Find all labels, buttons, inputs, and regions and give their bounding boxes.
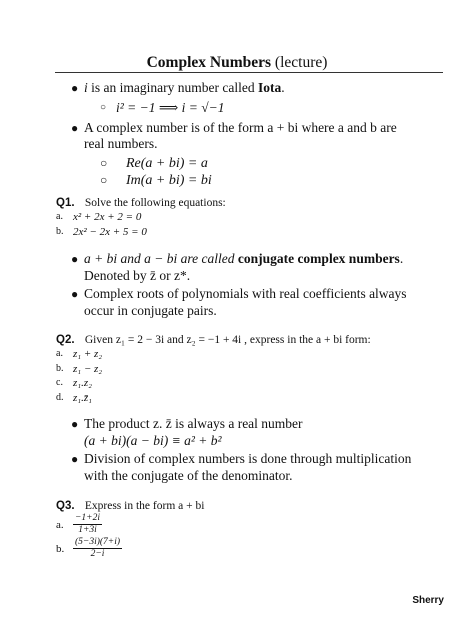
title-rule [55, 72, 443, 73]
question-2-item-a [56, 347, 451, 362]
question-text: Given z₁ = 2 − 3i and z₂ = −1 + 4i , express in the a + bi form: [84, 334, 371, 346]
item-expression: 2x² − 2x + 5 = 0 [73, 225, 147, 238]
bullet-product [56, 416, 451, 449]
bullet-dot: ● [71, 252, 79, 266]
question-text: Solve the following equations: [84, 197, 226, 209]
bullet-complex-form [56, 120, 451, 153]
bullet-text: . [399, 251, 404, 266]
question-2 [56, 333, 451, 405]
conjugate-section [56, 251, 451, 321]
question-3-item-a [56, 513, 451, 537]
subbullet-imag-part [56, 172, 451, 189]
fraction-numerator: −1+2i [75, 513, 100, 523]
bullet-text: Denoted by z̄ or z*. [84, 267, 191, 283]
bullet-conjugate-pairs [56, 286, 451, 319]
item-letter: b. [56, 362, 64, 374]
bullet-division [56, 451, 451, 484]
conjugate-term: conjugate complex numbers [237, 251, 400, 266]
item-letter: b. [56, 543, 65, 555]
product-identity: (a + bi)(a − bi) ≡ a² + b² [84, 432, 222, 448]
item-expression: x² + 2x + 2 = 0 [73, 211, 142, 223]
bullet-conjugate [56, 251, 451, 284]
bullet-text: A complex number is of the form a + bi where a and b are [84, 119, 397, 135]
bullet-text: Complex roots of polynomials with real coefficients always [84, 286, 407, 301]
fraction-denominator: 1+3i [78, 525, 97, 535]
question-3 [56, 499, 451, 561]
question-2-item-d [56, 391, 451, 406]
author-name: Sherry [412, 595, 444, 606]
question-3-heading [56, 499, 451, 513]
question-text: Express in the form a + bi [84, 500, 205, 512]
product-section [56, 416, 451, 486]
circle-bullet-icon: ○ [100, 101, 107, 113]
bullet-text: real numbers. [84, 136, 158, 151]
bullet-dot: ● [71, 417, 79, 431]
bullet-text: a + bi and a − bi are called [84, 251, 238, 266]
title-main: Complex Numbers [146, 54, 272, 71]
subbullet-real-part [56, 155, 451, 172]
question-1 [56, 196, 451, 239]
intro-section [56, 80, 451, 189]
page-title [0, 54, 474, 72]
question-number: Q3. [56, 500, 75, 512]
question-number: Q2. [56, 334, 75, 346]
item-letter: a. [56, 519, 64, 531]
imag-part-expr: Im(a + bi) = bi [126, 172, 212, 188]
title-suffix: (lecture) [274, 54, 328, 71]
bullet-iota [56, 80, 451, 97]
item-letter: c. [56, 377, 63, 388]
item-letter: d. [56, 391, 64, 403]
iota-word: Iota [257, 80, 282, 95]
circle-bullet-icon: ○ [100, 172, 108, 187]
fraction [73, 513, 102, 536]
bullet-text: The product z. z̄ is always a real number [84, 416, 303, 431]
bullet-dot: ● [71, 120, 79, 135]
circle-bullet-icon: ○ [100, 155, 108, 170]
bullet-text: with the conjugate of the denominator. [84, 467, 293, 483]
question-1-heading [56, 196, 451, 210]
item-letter: a. [56, 211, 63, 222]
item-expression: z₁.z̄₁ [73, 391, 92, 404]
item-letter: b. [56, 225, 64, 237]
fraction [73, 537, 122, 560]
question-3-item-b [56, 537, 451, 561]
question-1-item-b [56, 225, 451, 240]
bullet-dot: ● [71, 452, 79, 466]
iota-definition: i² = −1 ⟹ i = √−1 [116, 99, 225, 115]
question-number: Q1. [56, 197, 75, 209]
subbullet-iota-def [56, 99, 451, 116]
bullet-dot: ● [71, 287, 79, 301]
item-letter: a. [56, 348, 63, 359]
bullet-text: . [281, 80, 285, 95]
question-2-item-c [56, 376, 451, 391]
fraction-numerator: (5−3i)(7+i) [75, 537, 121, 547]
question-1-item-a [56, 210, 451, 225]
bullet-text: is an imaginary number called [87, 80, 258, 95]
item-expression: z₁ − z₂ [73, 362, 103, 375]
item-expression: z₁.z₂ [73, 377, 92, 389]
iota-symbol: i [84, 80, 88, 95]
question-2-heading [56, 333, 451, 347]
bullet-dot: ● [71, 81, 79, 95]
item-expression: z₁ + z₂ [73, 348, 103, 360]
bullet-text: Division of complex numbers is done through multiplication [84, 451, 412, 466]
bullet-text: occur in conjugate pairs. [84, 302, 217, 318]
question-2-item-b [56, 362, 451, 377]
fraction-denominator: 2−i [90, 549, 105, 559]
real-part-expr: Re(a + bi) = a [126, 155, 208, 171]
